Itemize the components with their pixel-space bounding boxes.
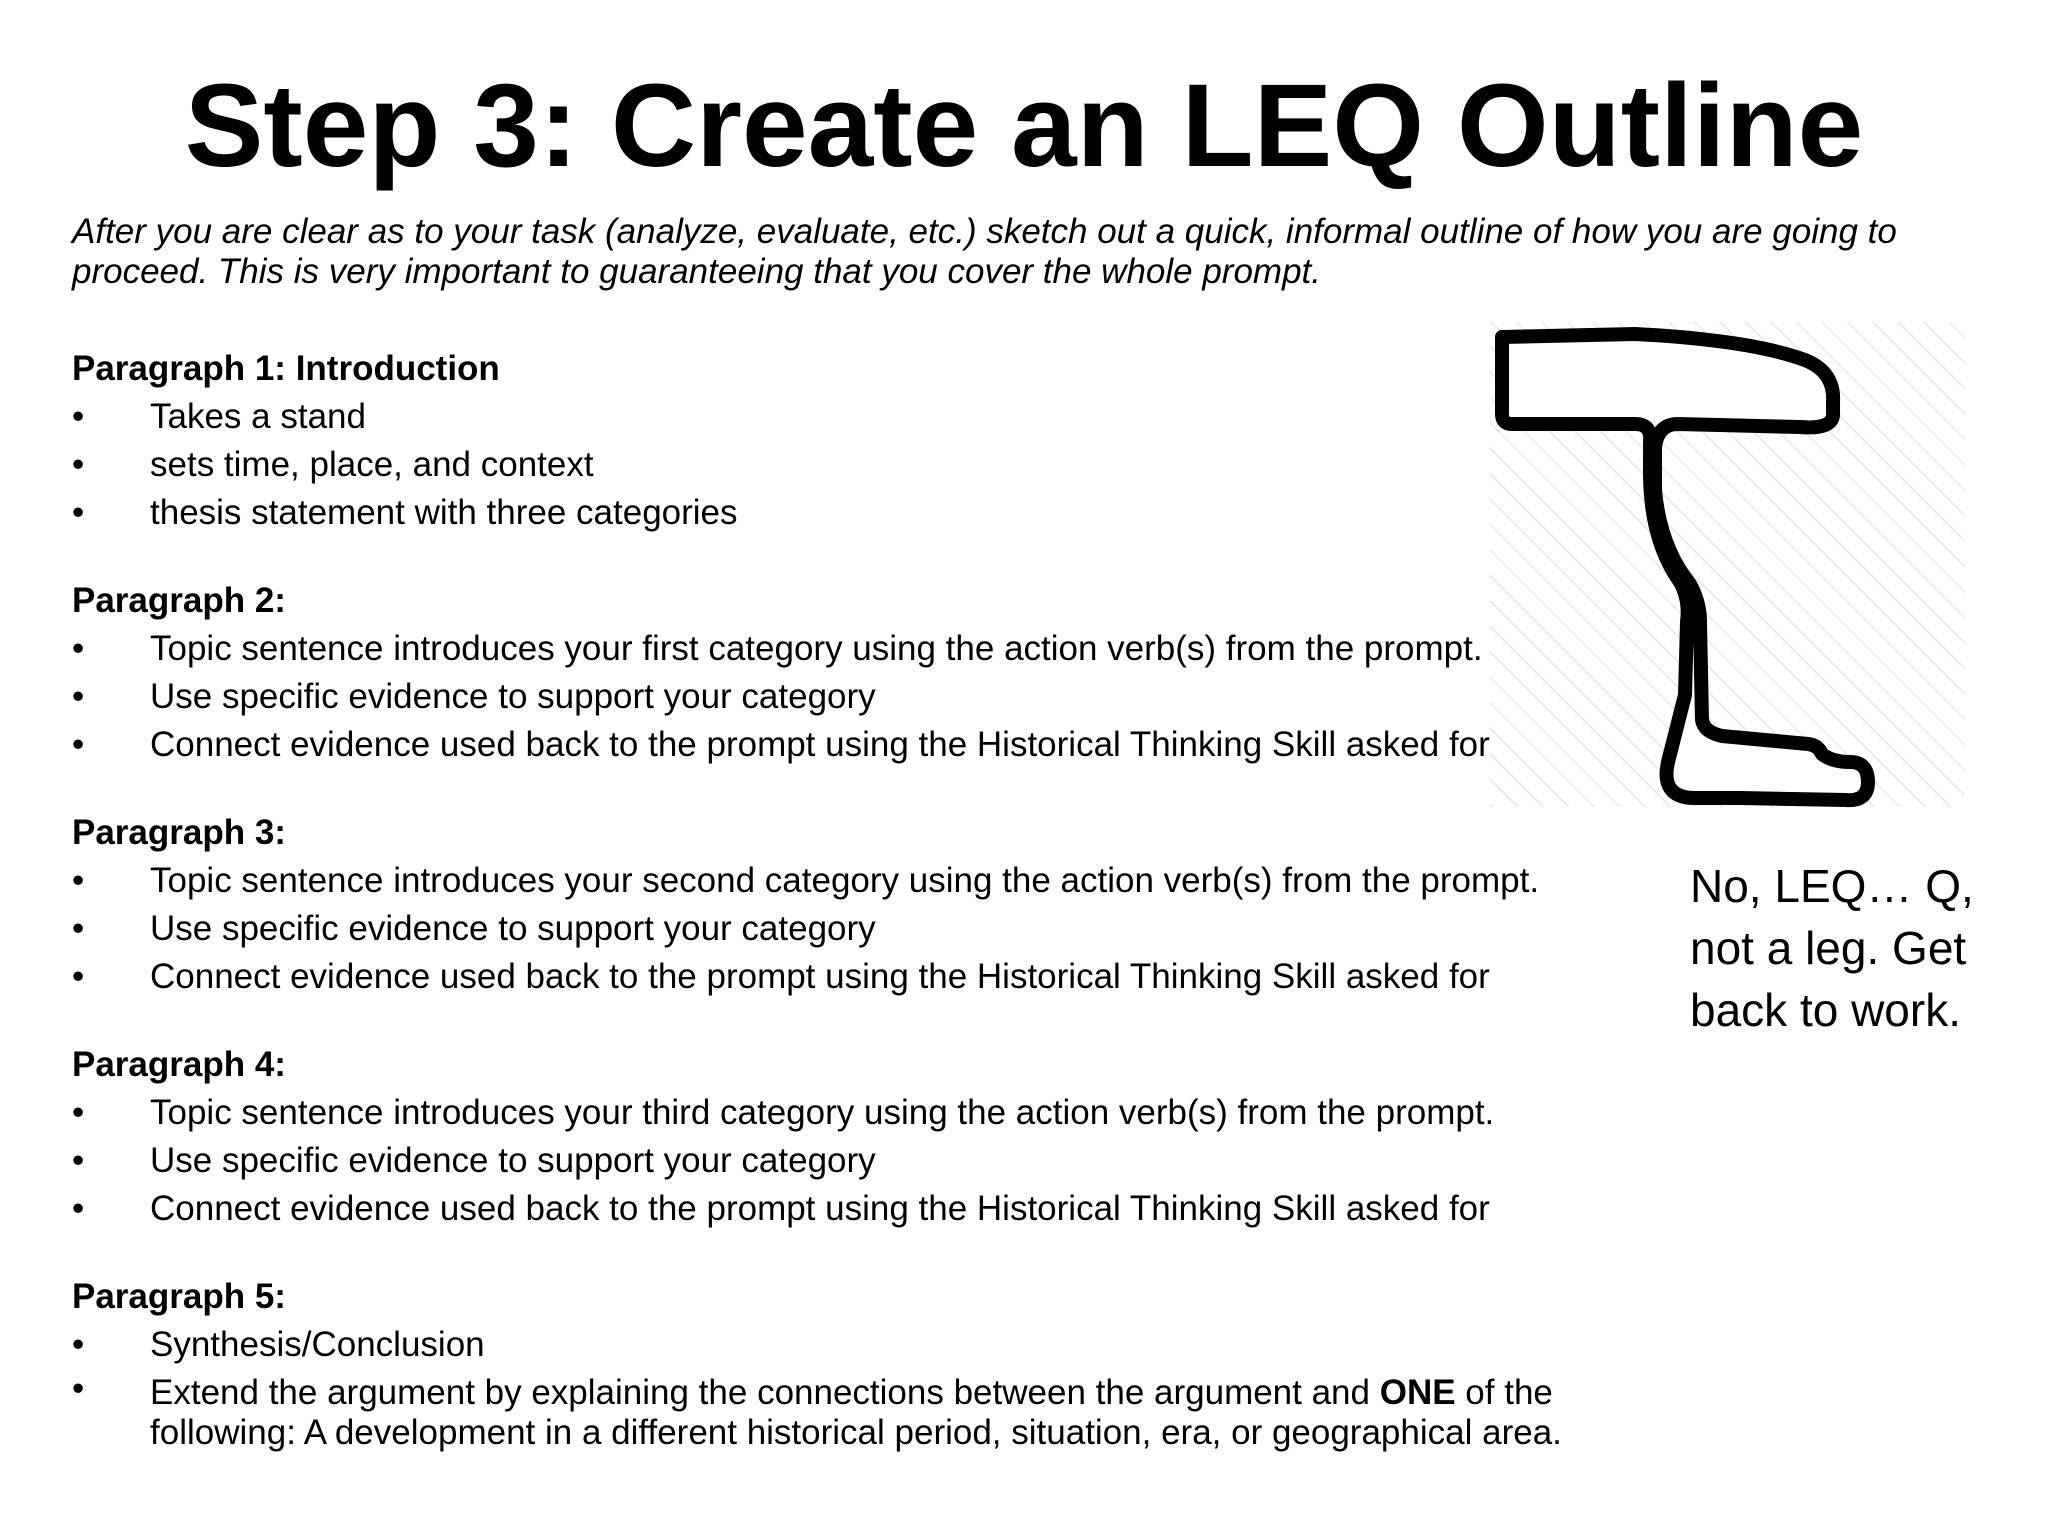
bullet-icon: •	[72, 629, 85, 668]
bullet-text: Use specific evidence to support your category	[150, 909, 876, 948]
bullet-icon: •	[72, 1325, 85, 1364]
paragraph-heading: Paragraph 1: Introduction	[72, 349, 500, 388]
bullet-text: Connect evidence used back to the prompt using the Historical Thinking Skill asked for	[150, 957, 1490, 996]
bullet-icon: •	[72, 1189, 85, 1228]
bullet-icon: •	[72, 1369, 85, 1408]
list-item	[72, 1089, 1632, 1137]
bullet-icon: •	[72, 909, 85, 948]
bullet-emphasis: ONE	[1379, 1373, 1456, 1412]
bullet-text: sets time, place, and context	[150, 445, 594, 484]
bullet-text-after: of the following: A development in a different historical period, situation, era, or geographical area.	[150, 1373, 1562, 1452]
bullet-icon: •	[72, 1093, 85, 1132]
bullet-icon: •	[72, 493, 85, 532]
bullet-text: Topic sentence introduces your first category using the action verb(s) from the prompt.	[150, 629, 1483, 668]
bullet-list	[72, 1089, 1632, 1233]
paragraph-3-section	[72, 809, 1632, 1001]
list-item	[72, 673, 1632, 721]
bullet-text: Connect evidence used back to the prompt using the Historical Thinking Skill asked for	[150, 1189, 1490, 1228]
list-item	[72, 393, 1632, 441]
bullet-text: Use specific evidence to support your category	[150, 677, 876, 716]
paragraph-2-section	[72, 577, 1632, 769]
list-item	[72, 441, 1632, 489]
leg-caption: No, LEQ… Q, not a leg. Get back to work.	[1690, 860, 1974, 1036]
bullet-text: Topic sentence introduces your second category using the action verb(s) from the prompt.	[150, 861, 1540, 900]
paragraph-5-section	[72, 1273, 1632, 1453]
paragraph-heading: Paragraph 2:	[72, 581, 286, 620]
paragraph-heading: Paragraph 4:	[72, 1045, 286, 1084]
bullet-icon: •	[72, 725, 85, 764]
bullet-list	[72, 625, 1632, 769]
intro-text: After you are clear as to your task (analyze, evaluate, etc.) sketch out a quick, informal outline of how you are going to proceed. This is very important to guaranteeing that you cover the whole prompt.	[72, 212, 1897, 291]
paragraph-4-section	[72, 1041, 1632, 1233]
bullet-list	[72, 393, 1632, 537]
bullet-icon: •	[72, 677, 85, 716]
bullet-list	[72, 857, 1632, 1001]
list-item	[72, 905, 1632, 953]
bullet-text: Use specific evidence to support your category	[150, 1141, 876, 1180]
bullet-icon: •	[72, 861, 85, 900]
list-item	[72, 625, 1632, 673]
paragraph-heading: Paragraph 3:	[72, 813, 286, 852]
bullet-list	[72, 1321, 1632, 1453]
list-item	[72, 857, 1632, 905]
paragraph-1-section	[72, 345, 1632, 537]
paragraph-heading: Paragraph 5:	[72, 1277, 286, 1316]
bullet-text: thesis statement with three categories	[150, 493, 738, 532]
list-item	[72, 953, 1632, 1001]
outline	[72, 345, 1632, 1493]
list-item	[72, 1137, 1632, 1185]
list-item	[72, 1321, 1632, 1369]
bullet-text: Synthesis/Conclusion	[150, 1325, 485, 1364]
bullet-icon: •	[72, 957, 85, 996]
slide-title: Step 3: Create an LEQ Outline	[184, 60, 1864, 192]
bullet-icon: •	[72, 397, 85, 436]
list-item	[72, 1369, 1632, 1453]
bullet-text-before: Extend the argument by explaining the connections between the argument and	[150, 1373, 1380, 1412]
bullet-text: Takes a stand	[150, 397, 366, 436]
bullet-text: Connect evidence used back to the prompt using the Historical Thinking Skill asked for	[150, 725, 1490, 764]
bullet-icon: •	[72, 1141, 85, 1180]
list-item	[72, 1185, 1632, 1233]
list-item	[72, 721, 1632, 769]
list-item	[72, 489, 1632, 537]
bullet-icon: •	[72, 445, 85, 484]
bullet-text: Topic sentence introduces your third category using the action verb(s) from the prompt.	[150, 1093, 1495, 1132]
leg-icon	[1490, 322, 1990, 812]
